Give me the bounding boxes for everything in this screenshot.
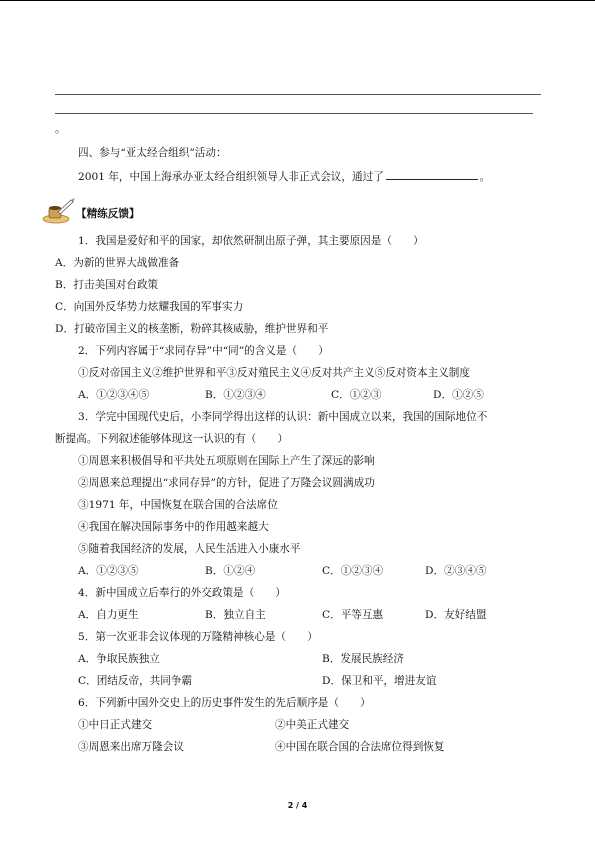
q2-stem: 2．下列内容属于“求同存异”中“同”的含义是（ ） — [78, 345, 329, 357]
q1-stem: 1．我国是爱好和平的国家，却依然研制出原子弹，其主要原因是（ ） — [78, 235, 424, 247]
section4-title: 四、参与“亚太经合组织”活动： — [78, 147, 227, 159]
q3-item-5: ⑤随着我国经济的发展，人民生活进入小康水平 — [78, 543, 301, 555]
q3-option-d[interactable]: D．②③④⑤ — [425, 565, 487, 577]
q1-option-c[interactable]: C．向国外反华势力炫耀我国的军事实力 — [55, 301, 244, 313]
q3-item-2: ②周恩来总理提出“求同存异”的方针，促进了万隆会议圆满成功 — [78, 477, 375, 489]
q6-item-2: ②中美正式建交 — [275, 719, 350, 731]
fill-in-blank[interactable] — [386, 168, 478, 180]
answer-line-1 — [55, 94, 541, 95]
q4-option-b[interactable]: B．独立自主 — [205, 609, 266, 621]
q4-option-a[interactable]: A．自力更生 — [78, 609, 139, 621]
q6-item-3: ③周恩来出席万隆会议 — [78, 741, 184, 753]
q3-item-1: ①周恩来积极倡导和平共处五项原则在国际上产生了深远的影响 — [78, 455, 375, 467]
q5-option-c[interactable]: C．团结反帝，共同争霸 — [78, 675, 193, 687]
q6-stem: 6．下列新中国外交史上的历史事件发生的先后顺序是（ ） — [78, 697, 371, 709]
q6-item-1: ①中日正式建交 — [78, 719, 153, 731]
q2-option-d[interactable]: D．①②⑤ — [433, 389, 484, 401]
answer-line-2 — [55, 113, 533, 114]
feedback-header-text: 【精练反馈】 — [76, 208, 140, 220]
q4-option-c[interactable]: C．平等互惠 — [322, 609, 384, 621]
q2-items: ①反对帝国主义②维护世界和平③反对殖民主义④反对共产主义⑤反对资本主义制度 — [78, 367, 470, 379]
pen-ink-icon — [40, 198, 76, 224]
page-top-border — [0, 0, 595, 1]
q1-option-d[interactable]: D．打破帝国主义的核垄断，粉碎其核威胁，维护世界和平 — [55, 323, 329, 335]
q2-option-a[interactable]: A．①②③④⑤ — [78, 389, 150, 401]
q4-stem: 4．新中国成立后奉行的外交政策是（ ） — [78, 587, 287, 599]
q3-option-b[interactable]: B．①②④ — [205, 565, 256, 577]
q6-item-4: ④中国在联合国的合法席位得到恢复 — [275, 741, 445, 753]
q1-option-b[interactable]: B．打击美国对台政策 — [55, 279, 159, 291]
q2-option-c[interactable]: C．①②③ — [331, 389, 382, 401]
q2-option-b[interactable]: B．①②③④ — [205, 389, 266, 401]
q3-option-c[interactable]: C．①②③④ — [322, 565, 384, 577]
q5-option-a[interactable]: A．争取民族独立 — [78, 653, 160, 665]
section4-text-before: 2001 年，中国上海承办亚太经合组织领导人非正式会议，通过了 — [78, 171, 384, 183]
page-number: 2 / 4 — [287, 801, 308, 810]
q3-stem-line2: 断提高。下列叙述能够体现这一认识的有（ ） — [55, 433, 289, 445]
section4-text — [78, 168, 490, 184]
feedback-header — [40, 198, 240, 224]
q3-option-a[interactable]: A．①②③⑤ — [78, 565, 139, 577]
top-fragment: 。 — [55, 123, 66, 135]
q3-item-4: ④我国在解决国际事务中的作用越来越大 — [78, 521, 269, 533]
q4-option-d[interactable]: D．友好结盟 — [425, 609, 487, 621]
q5-stem: 5．第一次亚非会议体现的万隆精神核心是（ ） — [78, 631, 318, 643]
q3-item-3: ③1971 年，中国恢复在联合国的合法席位 — [78, 499, 278, 511]
section4-text-after: 。 — [479, 171, 491, 183]
q1-option-a[interactable]: A．为新的世界大战做准备 — [55, 257, 180, 269]
q3-stem-line1: 3．学完中国现代史后，小李同学得出这样的认识：新中国成立以来，我国的国际地位不 — [78, 411, 488, 423]
q5-option-b[interactable]: B．发展民族经济 — [322, 653, 404, 665]
q5-option-d[interactable]: D．保卫和平，增进友谊 — [322, 675, 437, 687]
